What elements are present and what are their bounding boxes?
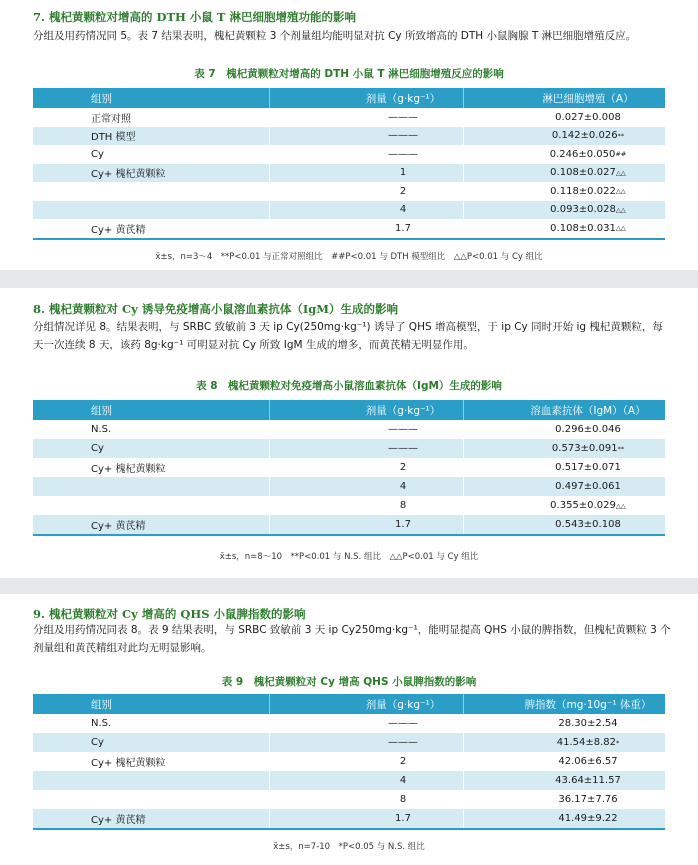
cell-value: [513, 515, 663, 534]
table-row: [33, 771, 665, 790]
table-row: [33, 145, 665, 164]
cell-group: Cy: [91, 148, 104, 160]
cell-value: 0.108±0.031 △△: [550, 222, 626, 234]
header-group: 组别: [91, 404, 112, 417]
cell-value: [513, 771, 663, 790]
header-dose: 剂量（g·kg⁻¹）: [365, 92, 441, 105]
cell-value: 0.118±0.022 △△: [550, 185, 626, 197]
cell-group: [91, 477, 291, 496]
value-text: 43.64±11.57: [555, 775, 621, 786]
value-text: 0.108±0.027: [550, 167, 616, 179]
cell-dose: 1: [399, 167, 407, 179]
cell-value: [513, 420, 663, 439]
table-row: [33, 477, 665, 496]
header-value: 脾指数（mg·10g⁻¹ 体重）: [524, 698, 652, 711]
table-note: x̄±s，n=7-10 *P<0.05 与 N.S. 组比: [273, 842, 425, 852]
cell-group: 正常对照: [91, 113, 131, 125]
cell-group: Cy+ 黄芪精: [91, 521, 146, 532]
cell-dose: ———: [388, 130, 418, 142]
table-note: x̄±s，n=8～10 **P<0.01 与 N.S. 组比 △△P<0.01 与 Cy 组比: [219, 552, 479, 562]
cell-value: 0.108±0.027 △△: [550, 167, 626, 179]
section-gap: [0, 578, 698, 594]
table-caption: 表 9 槐杞黄颗粒对 Cy 增高 QHS 小鼠脾指数的影响: [221, 676, 477, 688]
table-header: [33, 694, 665, 714]
cell-value: 0.142±0.026 **: [551, 130, 625, 142]
table-row: [33, 164, 665, 183]
value-text: 0.573±0.091: [551, 443, 618, 454]
table-row: [33, 790, 665, 809]
cell-dose: 2: [399, 462, 407, 473]
value-text: 0.093±0.028: [550, 204, 616, 216]
header-group: 组别: [91, 698, 112, 711]
cell-value: [513, 752, 663, 771]
value-text: 0.142±0.026: [551, 130, 618, 142]
table-row: [33, 515, 665, 534]
data-table: [33, 694, 665, 830]
cell-group: Cy+ 槐杞黄颗粒: [91, 169, 166, 181]
cell-dose: ———: [388, 111, 418, 123]
value-text: 0.497±0.061: [555, 481, 621, 492]
table-row: [33, 201, 665, 220]
cell-group: Cy+ 槐杞黄颗粒: [91, 464, 166, 475]
table-header: [33, 400, 665, 420]
cell-dose: 4: [399, 775, 407, 786]
cell-group: Cy+ 黄芪精: [91, 815, 146, 826]
cell-group: N.S.: [91, 718, 112, 729]
cell-group: Cy: [91, 443, 104, 454]
table-row: [33, 127, 665, 146]
data-table: [33, 88, 665, 240]
value-text: 0.246±0.050: [549, 148, 616, 160]
cell-group: [91, 790, 291, 809]
cell-value: 0.355±0.029 △△: [550, 500, 626, 511]
section-text: 分组情况详见 8。结果表明，与 SRBC 致敏前 3 天 ip Cy(250mg·kg⁻¹) 诱导了 QHS 增高模型，于 ip Cy 同时开始 ig 槐杞黄颗粒，每天一次连续 8 天，该药 8g·kg⁻¹ 可明显对抗 Cy 所致 IgM 生成的增多，而黄芪精无明显作用。: [33, 321, 663, 351]
table-row: [33, 108, 665, 127]
cell-value: [513, 809, 663, 828]
header-value: 溶血素抗体（IgM）（A）: [530, 404, 646, 417]
cell-group: [91, 201, 291, 220]
table-bottom-rule: [33, 828, 665, 830]
section-title: 7. 槐杞黄颗粒对增高的 DTH 小鼠 T 淋巴细胞增殖功能的影响: [33, 10, 356, 24]
header-dose: 剂量（g·kg⁻¹）: [365, 404, 441, 417]
table-row: [33, 733, 665, 752]
value-text: 0.355±0.029: [550, 500, 616, 511]
section-title: 8. 槐杞黄颗粒对 Cy 诱导免疫增高小鼠溶血素抗体（IgM）生成的影响: [33, 302, 398, 316]
value-text: 0.543±0.108: [555, 519, 621, 530]
cell-value: 0.246±0.050 ##: [549, 148, 627, 160]
table-row: [33, 439, 665, 458]
cell-dose: ———: [388, 718, 418, 729]
table-caption: 表 8 槐杞黄颗粒对免疫增高小鼠溶血素抗体（IgM）生成的影响: [196, 380, 502, 392]
table-row: [33, 458, 665, 477]
cell-value: 0.093±0.028 △△: [550, 204, 626, 216]
cell-dose: 2: [399, 756, 407, 767]
cell-dose: 4: [399, 204, 407, 216]
cell-dose: 1.7: [395, 222, 411, 234]
section-text: 分组及用药情况同 5。表 7 结果表明，槐杞黄颗粒 3 个剂量组均能明显对抗 Cy 所致增高的 DTH 小鼠胸腺 T 淋巴细胞增殖反应。: [33, 30, 637, 42]
cell-dose: ———: [388, 148, 418, 160]
cell-group: DTH 模型: [91, 132, 136, 144]
cell-dose: 1.7: [395, 813, 411, 824]
header-value: 淋巴细胞增殖（A）: [542, 92, 634, 105]
section-9: [0, 594, 698, 865]
cell-dose: 8: [399, 794, 407, 805]
cell-value: 41.54±8.82 *: [556, 737, 620, 748]
value-text: 0.118±0.022: [550, 185, 616, 197]
table-row: [33, 182, 665, 201]
cell-group: [91, 182, 291, 201]
section-8: [0, 288, 698, 578]
cell-group: [91, 496, 291, 515]
header-group: 组别: [91, 92, 112, 105]
cell-value: [513, 458, 663, 477]
value-text: 41.49±9.22: [558, 813, 618, 824]
table-note: x̄±s，n=3～4 **P<0.01 与正常对照组比 ##P<0.01 与 DTH 模型组比 △△P<0.01 与 Cy 组比: [155, 252, 543, 262]
cell-value: [513, 108, 663, 127]
cell-dose: 8: [399, 500, 407, 511]
table-bottom-rule: [33, 534, 665, 536]
table-header: [33, 88, 665, 108]
value-text: 36.17±7.76: [558, 794, 618, 805]
value-text: 0.027±0.008: [555, 111, 621, 123]
cell-group: N.S.: [91, 424, 112, 435]
section-title: 9. 槐杞黄颗粒对 Cy 增高的 QHS 小鼠脾指数的影响: [33, 607, 306, 621]
table-row: [33, 809, 665, 828]
cell-dose: ———: [388, 443, 418, 454]
cell-dose: 2: [399, 185, 407, 197]
cell-dose: ———: [388, 424, 418, 435]
table-bottom-rule: [33, 238, 665, 240]
table-row: [33, 714, 665, 733]
cell-dose: ———: [388, 737, 418, 748]
data-table: [33, 400, 665, 536]
header-dose: 剂量（g·kg⁻¹）: [365, 698, 441, 711]
table-row: [33, 219, 665, 238]
cell-value: [513, 477, 663, 496]
cell-group: Cy+ 槐杞黄颗粒: [91, 758, 166, 769]
value-text: 0.517±0.071: [555, 462, 621, 473]
cell-value: [513, 714, 663, 733]
section-text: 分组及用药情况同表 8。表 9 结果表明，与 SRBC 致敏前 3 天 ip Cy250mg·kg⁻¹，能明显提高 QHS 小鼠的脾指数，但槐杞黄颗粒 3 个剂量组和黄芪精组对此均无明显影响。: [33, 624, 671, 654]
cell-dose: 1.7: [395, 519, 411, 530]
table-row: [33, 420, 665, 439]
section-gap: [0, 270, 698, 288]
value-text: 42.06±6.57: [558, 756, 618, 767]
table-row: [33, 496, 665, 515]
cell-group: Cy+ 黄芪精: [91, 224, 146, 236]
value-text: 28.30±2.54: [558, 718, 618, 729]
cell-dose: 4: [399, 481, 407, 492]
cell-group: Cy: [91, 737, 104, 748]
cell-value: 0.573±0.091 **: [551, 443, 625, 454]
table-caption: 表 7 槐杞黄颗粒对增高的 DTH 小鼠 T 淋巴细胞增殖反应的影响: [194, 68, 504, 80]
value-text: 0.296±0.046: [555, 424, 621, 435]
cell-value: [513, 790, 663, 809]
value-text: 41.54±8.82: [556, 737, 617, 748]
table-row: [33, 752, 665, 771]
value-text: 0.108±0.031: [550, 222, 616, 234]
section-7: [0, 0, 698, 270]
cell-group: [91, 771, 291, 790]
